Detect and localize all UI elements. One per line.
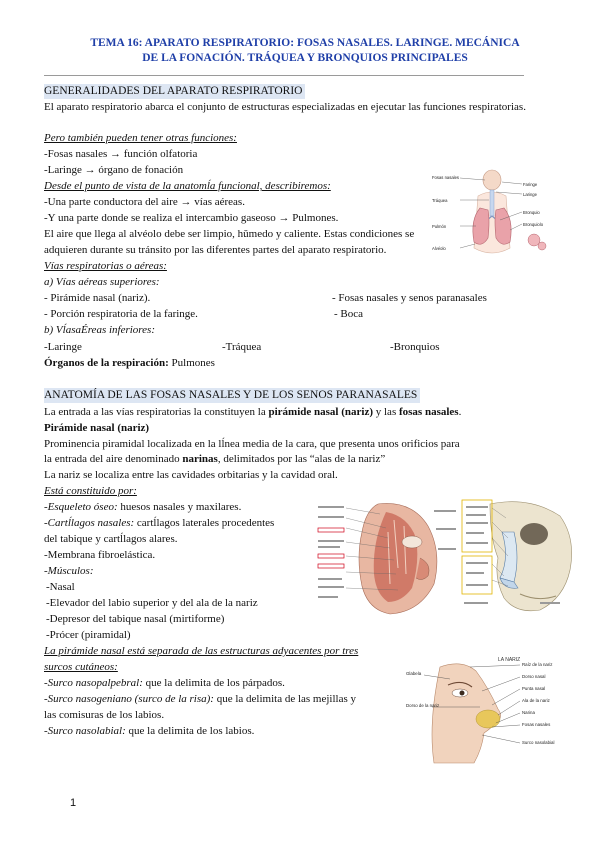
section-heading-generalidades: GENERALIDADES DEL APARATO RESPIRATORIO — [44, 84, 305, 99]
page-number: 1 — [70, 797, 77, 809]
bone-value: huesos nasales y maxilares. — [117, 501, 242, 513]
muscle-item-3: -Depresor del tabique nasal (mirtiforme) — [46, 613, 225, 625]
upper-item-3: - Porción respiratoria de la faringe. — [44, 308, 198, 320]
air-line-1: El aire que llega al alvéolo debe ser limpio, hŭmedo y caliente. Estas condiciones se — [44, 228, 415, 240]
facial-muscles-figure — [316, 498, 458, 616]
respiratory-system-figure — [430, 168, 555, 260]
sulcus-item-2 — [44, 692, 356, 706]
fig1-label-1: Faringe — [523, 182, 538, 187]
entrance-part-a: La entrada a las vías respiratorias la constituyen la — [44, 406, 269, 418]
fig4-header: LA NARIZ — [498, 657, 521, 663]
entrance-part-c: y las — [373, 406, 399, 418]
lower-item-2: -Tráquea — [222, 341, 262, 353]
subheading-other-functions: Pero también pueden tener otras funciones: — [44, 132, 237, 144]
intro-line-2: respiratorias. — [468, 101, 526, 113]
subheading-constituted: Está constituido por: — [44, 485, 137, 497]
lower-item-1: -Laringe — [44, 341, 82, 353]
fig4-label-2: Raíz de la nariz — [522, 662, 553, 667]
fig1-label-2: Laringe — [523, 192, 537, 197]
entrance-part-e: . — [458, 406, 462, 418]
cartilage-value: cartĺlagos laterales procedentes — [134, 517, 275, 529]
air-line-2: adquieren durante su tránsito por las diferentes partes del aparato respiratorio. — [44, 244, 387, 256]
fig1-label-7: Alvéolo — [432, 246, 446, 251]
pyramid-line-2 — [44, 452, 385, 466]
lower-item-3: -Bronquios — [390, 341, 440, 353]
title-rule — [44, 75, 524, 76]
item-bone-skeleton — [44, 500, 241, 514]
pyramid-narinas: narinas — [182, 453, 218, 465]
fig1-label-4: Bronquio — [523, 210, 540, 215]
pyramid-line-2-a: la entrada del aire denominado — [44, 453, 183, 465]
fig4-label-5: Ala de la nariz — [522, 698, 550, 703]
organs-value: Pulmones — [168, 357, 215, 369]
document-title — [50, 36, 560, 66]
fig4-label-4: Punta nasal — [522, 686, 546, 691]
title-line-1: TEMA 16: APARATO RESPIRATORIO: FOSAS NASALES. LARINGE. MECÁNICA — [90, 37, 520, 49]
muscle-item-4: -Prócer (piramidal) — [46, 629, 131, 641]
item-muscles: -Músculos: — [44, 565, 94, 577]
pyramid-line-1: Prominencia piramidal localizada en la lĺnea media de la cara, que presenta unos orificios para — [44, 438, 460, 450]
sulcus-2-value: que la delimita de las mejillas y — [213, 693, 357, 705]
nasal-skeleton-figure — [460, 498, 578, 616]
subheading-functional-view: Desde el punto de vista de la anatomĺa funcional, describiremos: — [44, 180, 331, 192]
sulcus-3-value: que la delimita de los labios. — [125, 725, 255, 737]
paragraph-intro — [44, 100, 556, 114]
organs-line — [44, 356, 215, 370]
entrance-nasal-pyramid: pirámide nasal (nariz) — [268, 406, 373, 418]
fig4-label-0: Glabela — [406, 671, 422, 676]
fig4-label-6: Narina — [522, 710, 535, 715]
sulcus-2-label: -Surco nasogeniano (surco de la risa): — [44, 693, 214, 705]
sulcus-2-value-line-2: las comisuras de los labios. — [44, 709, 165, 721]
paragraph-entrance — [44, 405, 461, 419]
sulcus-1-label: -Surco nasopalpebral: — [44, 677, 143, 689]
muscle-item-2: -Elevador del labio superior y del ala de la nariz — [46, 597, 258, 609]
fig1-label-0: Fosas nasales — [432, 175, 459, 180]
function-item-2: -Laringe → órgano de fonación — [44, 164, 184, 176]
description-item-2: -Y una parte donde se realiza el intercambio gaseoso → Pulmones. — [44, 212, 339, 224]
description-item-1: -Una parte conductora del aire → vías aéreas. — [44, 196, 245, 208]
upper-item-4: - Boca — [334, 308, 364, 320]
cartilage-value-line-2: del tabique y cartĺlagos alares. — [44, 533, 178, 545]
sulcus-item-1 — [44, 676, 285, 690]
upper-item-2: - Fosas nasales y senos paranasales — [332, 292, 487, 304]
fig1-label-6: Bronquiolo — [523, 222, 544, 227]
fig4-label-7: Fosas nasales — [522, 722, 551, 727]
sulcus-1-value: que la delimita de los párpados. — [142, 677, 285, 689]
intro-line-1: El aparato respiratorio abarca el conjunto de estructuras especializadas en ejecutar las funciones — [44, 101, 467, 113]
item-membrane: -Membrana fibroelástica. — [44, 549, 156, 561]
subheading-upper-airways: a) Vías aéreas superiores: — [44, 276, 160, 288]
fig1-label-3: Tráquea — [432, 198, 448, 203]
upper-item-1: - Pirámide nasal (nariz). — [44, 292, 151, 304]
subheading-nasal-pyramid: Pirámide nasal (nariz) — [44, 422, 150, 434]
function-item-1: -Fosas nasales → función olfatoria — [44, 148, 198, 160]
entrance-nasal-fossae: fosas nasales — [398, 406, 459, 418]
separation-line-1: La pirámide nasal está separada de las estructuras adyacentes por tres — [44, 645, 359, 657]
sulcus-item-3 — [44, 724, 254, 738]
pyramid-line-3: La nariz se localiza entre las cavidades orbitarias y la cavidad oral. — [44, 469, 338, 481]
fig4-label-3: Dorso nasal — [522, 674, 546, 679]
subheading-airways: Vías respiratorias o aéreas: — [44, 260, 167, 272]
separation-line-2: surcos cutáneos: — [44, 661, 118, 673]
fig4-label-1: Dorso de la nariz — [406, 703, 440, 708]
cartilage-label: -Cartĺlagos nasales: — [44, 517, 135, 529]
bone-label: -Esqueleto óseo: — [44, 501, 118, 513]
subheading-lower-airways: b) VĺasaÉreas inferiores: — [44, 324, 156, 336]
fig1-label-5: Pulmón — [432, 224, 447, 229]
fig4-label-8: Surco nasolabial — [522, 740, 555, 745]
section-heading-anatomia: ANATOMÍA DE LAS FOSAS NASALES Y DE LOS SENOS PARANASALES — [44, 388, 420, 403]
nose-profile-figure — [404, 653, 580, 765]
sulcus-3-label: -Surco nasolabial: — [44, 725, 126, 737]
organs-label: Órganos de la respiración: — [44, 357, 169, 369]
title-line-2: DE LA FONACIÓN. TRÁQUEA Y BRONQUIOS PRINCIPALES — [142, 52, 468, 64]
item-cartilages — [44, 516, 274, 530]
muscle-item-1: -Nasal — [46, 581, 75, 593]
pyramid-line-2-c: , delimitados por las “alas de la nariz” — [217, 453, 386, 465]
